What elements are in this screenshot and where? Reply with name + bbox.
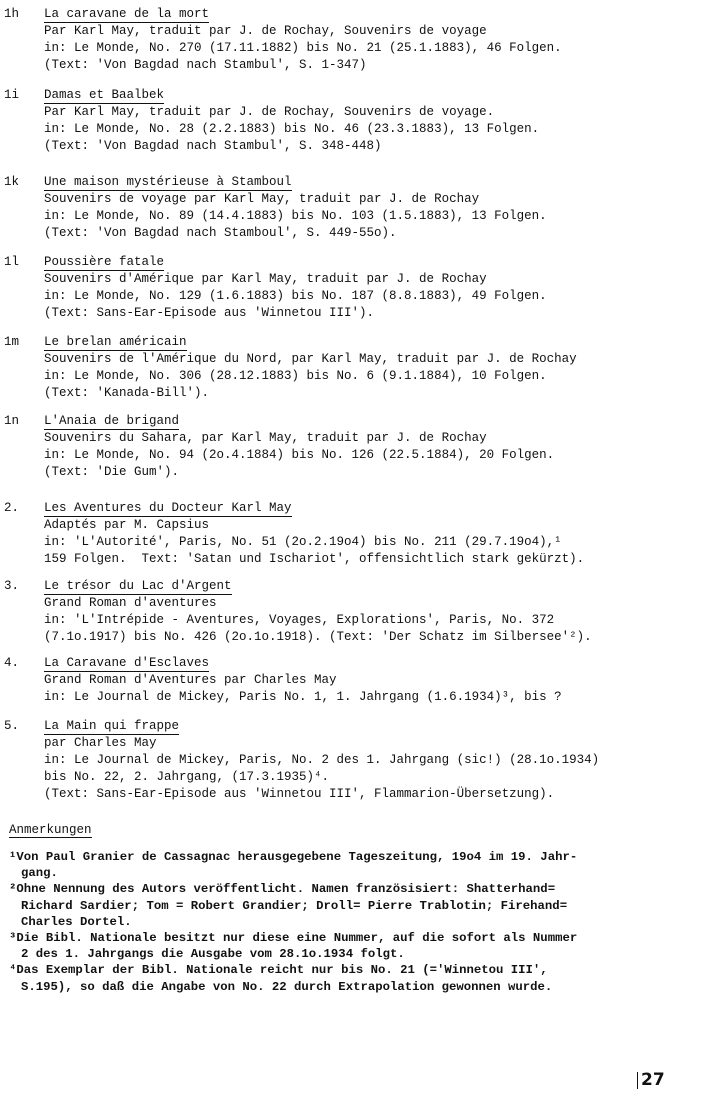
- entry-line: Par Karl May, traduit par J. de Rochay, Souvenirs de voyage.: [44, 105, 495, 119]
- entry-title: Le brelan américain: [44, 335, 187, 349]
- entry-body: [44, 413, 700, 481]
- footnote-line: Richard Sardier; Tom = Robert Grandier; Droll= Pierre Trablotin; Firehand=: [21, 898, 568, 913]
- entry-number: 1l: [4, 255, 20, 269]
- entry-title: Les Aventures du Docteur Karl May: [44, 501, 292, 515]
- entry-line: par Charles May: [44, 736, 157, 750]
- footnote-line: gang.: [21, 866, 58, 881]
- entry-line: Souvenirs de l'Amérique du Nord, par Karl May, traduit par J. de Rochay: [44, 352, 577, 366]
- entry-line: in: 'L'Autorité', Paris, No. 51 (2o.2.19o4) bis No. 211 (29.7.19o4),¹: [44, 535, 562, 549]
- entry-body: [44, 578, 700, 646]
- entry-line: (Text: 'Kanada-Bill').: [44, 386, 210, 400]
- footnote: [9, 881, 699, 930]
- entry-body: [44, 87, 700, 155]
- entry-line: (Text: 'Von Bagdad nach Stambul', S. 348-448): [44, 139, 382, 153]
- entry-line: (Text: 'Die Gum').: [44, 465, 180, 479]
- entry-number: 1i: [4, 88, 20, 102]
- entry-line: in: Le Journal de Mickey, Paris, No. 2 des 1. Jahrgang (sic!) (28.1o.1934): [44, 753, 600, 767]
- footnote-line: S.195), so daß die Angabe von No. 22 durch Extrapolation gewonnen wurde.: [21, 979, 553, 994]
- entry-line: bis No. 22, 2. Jahrgang, (17.3.1935)⁴.: [44, 770, 330, 784]
- footnote: [9, 962, 699, 994]
- footnote-line: ⁴Das Exemplar der Bibl. Nationale reicht nur bis No. 21 (='Winnetou III',: [9, 963, 548, 978]
- entry-line: Adaptés par M. Capsius: [44, 518, 210, 532]
- entry-number: 1n: [4, 414, 20, 428]
- entry-number: 5.: [4, 719, 20, 733]
- entry-line: (Text: 'Von Bagdad nach Stambul', S. 1-347): [44, 58, 367, 72]
- entry-body: [44, 718, 700, 803]
- notes-heading: Anmerkungen: [9, 823, 92, 837]
- entry-line: in: Le Monde, No. 129 (1.6.1883) bis No. 187 (8.8.1883), 49 Folgen.: [44, 289, 547, 303]
- entry-line: Grand Roman d'Aventures par Charles May: [44, 673, 337, 687]
- entry-body: [44, 254, 700, 322]
- entry-title: Le trésor du Lac d'Argent: [44, 579, 232, 593]
- entry-line: in: Le Monde, No. 89 (14.4.1883) bis No. 103 (1.5.1883), 13 Folgen.: [44, 209, 547, 223]
- footnote-line: Charles Dortel.: [21, 914, 132, 929]
- entry-line: in: Le Monde, No. 28 (2.2.1883) bis No. 46 (23.3.1883), 13 Folgen.: [44, 122, 540, 136]
- entry-title: Une maison mystérieuse à Stamboul: [44, 175, 292, 189]
- entry-line: (Text: Sans-Ear-Episode aus 'Winnetou III').: [44, 306, 375, 320]
- entry-line: in: Le Journal de Mickey, Paris No. 1, 1. Jahrgang (1.6.1934)³, bis ?: [44, 690, 562, 704]
- entry-body: [44, 655, 700, 706]
- entry-line: Souvenirs de voyage par Karl May, traduit par J. de Rochay: [44, 192, 480, 206]
- entry-body: [44, 6, 700, 74]
- entry-number: 1m: [4, 335, 20, 349]
- entry-number: 3.: [4, 579, 20, 593]
- notes-list: [9, 849, 699, 995]
- footnote-line: ³Die Bibl. Nationale besitzt nur diese eine Nummer, auf die sofort als Nummer: [9, 931, 578, 946]
- entry-line: in: Le Monde, No. 94 (2o.4.1884) bis No. 126 (22.5.1884), 20 Folgen.: [44, 448, 555, 462]
- entry-line: in: Le Monde, No. 306 (28.12.1883) bis No. 6 (9.1.1884), 10 Folgen.: [44, 369, 547, 383]
- footnote-line: ²Ohne Nennung des Autors veröffentlicht. Namen französisiert: Shatterhand=: [9, 882, 556, 897]
- entry-line: Souvenirs du Sahara, par Karl May, traduit par J. de Rochay: [44, 431, 487, 445]
- entry-title: Damas et Baalbek: [44, 88, 165, 102]
- footnote: [9, 930, 699, 962]
- entry-number: 2.: [4, 501, 20, 515]
- entry-body: [44, 334, 700, 402]
- entry-title: L'Anaia de brigand: [44, 414, 180, 428]
- entry-number: 1k: [4, 175, 20, 189]
- entry-line: (Text: Sans-Ear-Episode aus 'Winnetou III', Flammarion-Übersetzung).: [44, 787, 555, 801]
- entry-line: (7.1o.1917) bis No. 426 (2o.1o.1918). (Text: 'Der Schatz im Silbersee'²).: [44, 630, 592, 644]
- entry-title: Poussière fatale: [44, 255, 165, 269]
- entry-title: La Main qui frappe: [44, 719, 180, 733]
- entry-body: [44, 500, 700, 568]
- footnote-line: 2 des 1. Jahrgangs die Ausgabe vom 28.1o.1934 folgt.: [21, 947, 405, 962]
- entry-line: Par Karl May, traduit par J. de Rochay, Souvenirs de voyage: [44, 24, 487, 38]
- footnote: [9, 849, 699, 881]
- entry-line: in: 'L'Intrépide - Aventures, Voyages, Explorations', Paris, No. 372: [44, 613, 555, 627]
- entry-number: 1h: [4, 7, 20, 21]
- entry-line: (Text: 'Von Bagdad nach Stamboul', S. 449-55o).: [44, 226, 397, 240]
- entry-title: La caravane de la mort: [44, 7, 210, 21]
- entry-line: Grand Roman d'aventures: [44, 596, 217, 610]
- entry-line: Souvenirs d'Amérique par Karl May, traduit par J. de Rochay: [44, 272, 487, 286]
- entry-number: 4.: [4, 656, 20, 670]
- entry-title: La Caravane d'Esclaves: [44, 656, 210, 670]
- entry-line: in: Le Monde, No. 270 (17.11.1882) bis No. 21 (25.1.1883), 46 Folgen.: [44, 41, 562, 55]
- entry-line: 159 Folgen. Text: 'Satan und Ischariot', offensichtlich stark gekürzt).: [44, 552, 585, 566]
- footnote-line: ¹Von Paul Granier de Cassagnac herausgegebene Tageszeitung, 19o4 im 19. Jahr-: [9, 850, 578, 864]
- entry-body: [44, 174, 700, 242]
- page-number: 27: [637, 1072, 665, 1089]
